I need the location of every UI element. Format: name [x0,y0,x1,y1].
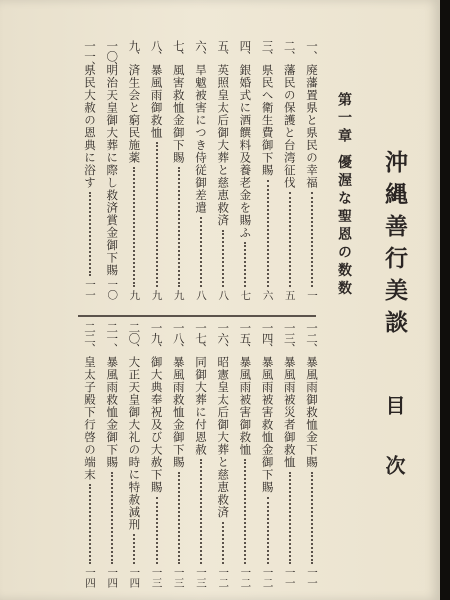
entry-number: 一九、 [149,322,164,354]
entry-title: 済生会と窮民施薬 [127,64,142,164]
entry-number: 二一、 [105,322,120,354]
entry-title: 英照皇太后御大葬と慈恵救済 [216,64,231,227]
entry-page-number: 一〇 [106,279,119,300]
dot-leader [178,167,180,287]
toc-heading: 目次 [382,395,406,515]
entry-page-number: 一二 [261,567,274,588]
dot-leader [267,180,269,287]
entry-page-number: 一三 [195,567,207,588]
entry-number: 一四、 [260,322,275,354]
entry-page-number: 五 [283,289,296,300]
entry-title: 銀婚式に酒饌料及養老金を賜ふ [238,64,253,239]
dot-leader [222,522,224,565]
entry-page-number: 一一 [306,567,318,588]
entry-title: 暴風雨救恤金御下賜 [105,356,120,469]
entry-title: 暴風雨被災者御救恤 [282,356,297,469]
dot-leader [200,217,202,287]
entry-page-number: 一 [306,289,318,300]
entry-page-number: 七 [239,289,252,300]
dot-leader [244,242,246,287]
entry-number: 一〇、 [105,40,120,72]
entry-page-number: 一四 [128,567,141,588]
dot-leader [200,459,202,564]
entry-page-number: 一四 [84,567,96,588]
entry-number: 三、 [260,40,275,61]
entry-title: 明治天皇御大葬に際し救済賞金御下賜 [105,64,120,277]
dot-leader [133,534,135,564]
entry-number: 四、 [238,40,253,61]
entry-title: 暴風雨救恤金御下賜 [171,356,186,469]
entry-title: 藩民の保護と台湾征伐 [282,64,297,189]
entry-title: 御大典奉祝及び大赦下賜 [149,356,164,494]
entry-number: 八、 [149,40,164,61]
entry-number: 一八、 [171,322,186,354]
entry-title: 大正天皇御大礼の時に特赦減刑 [127,356,142,531]
dot-leader [156,142,158,287]
dot-leader [311,472,313,565]
dot-leader [289,472,291,565]
entry-page-number: 一四 [106,567,119,588]
dot-leader [244,459,246,564]
entry-page-number: 八 [217,289,230,300]
entry-number: 二、 [282,40,297,61]
entry-title: 暴風雨御救恤金下賜 [305,356,319,469]
entry-page-number: 一二 [239,567,252,588]
entry-title: 暴風雨御救恤 [149,64,164,139]
entry-title: 旱魃被害につき侍従御差遣 [194,64,208,214]
entry-number: 一七、 [194,322,208,354]
dot-leader [111,472,113,565]
entry-page-number: 一一 [84,279,96,300]
entry-number: 一一、 [83,40,97,72]
entry-page-number: 六 [261,289,274,300]
entry-number: 一五、 [238,322,253,354]
dot-leader [133,167,135,287]
entry-title: 県民へ衛生費御下賜 [260,64,275,177]
dot-leader [289,192,291,287]
entry-number: 一六、 [216,322,231,354]
dot-leader [267,497,269,565]
section-divider [78,315,316,317]
page-edge-shadow [440,0,450,600]
entry-page-number: 九 [128,289,141,300]
entry-page-number: 一三 [150,567,163,588]
entry-title: 廃藩置県と県民の幸福 [305,64,319,189]
chapter-title: 第一章 優渥な聖恩の数数 [336,92,352,299]
entry-number: 六、 [194,40,208,61]
entry-title: 風害救恤金御下賜 [171,64,186,164]
entry-number: 一三、 [282,322,297,354]
entry-title: 県民大赦の恩典に浴す [83,64,97,189]
entry-page-number: 九 [150,289,163,300]
entry-number: 一二、 [305,322,319,354]
entry-number: 二〇、 [127,322,142,354]
entry-page-number: 一三 [172,567,185,588]
dot-leader [89,484,91,564]
entry-page-number: 一二 [217,567,230,588]
entry-page-number: 八 [195,289,207,300]
entry-title: 皇太子殿下行啓の端末 [83,356,97,481]
entry-title: 暴風雨被害救恤金御下賜 [260,356,275,494]
dot-leader [178,472,180,565]
entry-title: 同御大葬に付恩赦 [194,356,208,456]
dot-leader [222,230,224,287]
entry-number: 一、 [305,40,319,61]
entry-page-number: 一一 [283,567,296,588]
dot-leader [89,192,91,276]
dot-leader [156,497,158,565]
entry-number: 七、 [171,40,186,61]
dot-leader [311,192,313,287]
entry-title: 暴風雨被害御救恤 [238,356,253,456]
entry-title: 昭憲皇太后御大葬と慈恵救済 [216,356,231,519]
entry-number: 九、 [127,40,142,61]
entry-page-number: 九 [172,289,185,300]
book-title: 沖縄善行美談 [381,150,408,342]
entry-number: 二二、 [83,322,97,354]
entry-number: 五、 [216,40,231,61]
